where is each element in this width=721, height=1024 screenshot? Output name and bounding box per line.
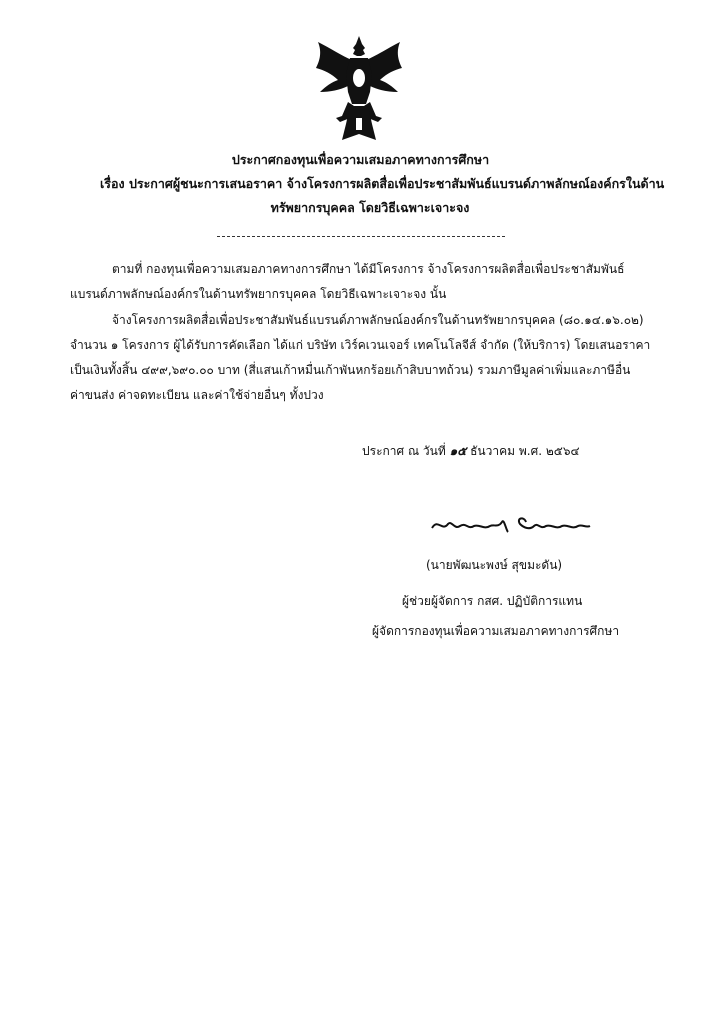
paragraph-2-line-3: เป็นเงินทั้งสิ้น ๔๙๙,๖๙๐.๐๐ บาท (สี่แสนเก้าหมื่นเก้าพันหกร้อยเก้าสิบบาทถ้วน) รวมภาษีมูลค่าเพิ่มและภาษีอื่น [70, 363, 631, 377]
document-title: ประกาศกองทุนเพื่อความเสมอภาคทางการศึกษา [231, 152, 490, 167]
paragraph-2-line-4: ค่าขนส่ง ค่าจดทะเบียน และค่าใช้จ่ายอื่นๆ ทั้งปวง [70, 388, 324, 402]
signer-position-1: ผู้ช่วยผู้จัดการ กสศ. ปฏิบัติการแทน [402, 594, 583, 608]
paragraph-1-line-1: ตามที่ กองทุนเพื่อความเสมอภาคทางการศึกษา ได้มีโครงการ จ้างโครงการผลิตสื่อเพื่อประชาสัมพันธ์ [112, 262, 625, 276]
separator-line [217, 236, 505, 237]
subject-line-1: เรื่อง ประกาศผู้ชนะการเสนอราคา จ้างโครงการผลิตสื่อเพื่อประชาสัมพันธ์แบรนด์ภาพลักษณ์องค์กรในด้าน [100, 176, 665, 191]
announcement-date [362, 442, 580, 461]
paragraph-1-line-2: แบรนด์ภาพลักษณ์องค์กรในด้านทรัพยากรบุคคล โดยวิธีเฉพาะเจาะจง นั้น [70, 287, 447, 301]
paragraph-2-line-1: จ้างโครงการผลิตสื่อเพื่อประชาสัมพันธ์แบรนด์ภาพลักษณ์องค์กรในด้านทรัพยากรบุคคล (๘๐.๑๔.๑๖.๐๒) [112, 313, 644, 327]
announce-prefix: ประกาศ ณ วันที่ [362, 444, 446, 458]
paragraph-2 [70, 308, 660, 408]
paragraph-1 [70, 257, 660, 307]
announce-day: ๑๕ [449, 444, 467, 458]
handwritten-signature [428, 508, 596, 544]
signer-position-2: ผู้จัดการกองทุนเพื่อความเสมอภาคทางการศึกษา [372, 624, 620, 638]
paragraph-2-line-2: จำนวน ๑ โครงการ ผู้ได้รับการคัดเลือก ได้แก่ บริษัท เวิร์คเวนเจอร์ เทคโนโลจีส์ จำกัด (ให้บริการ) โดยเสนอราคา [70, 338, 651, 352]
garuda-emblem-icon [312, 34, 406, 146]
announce-suffix: ธันวาคม พ.ศ. ๒๕๖๔ [470, 444, 580, 458]
signer-name: (นายพัฒนะพงษ์ สุขมะดัน) [426, 558, 563, 572]
document-subject [100, 172, 665, 220]
subject-line-2: ทรัพยากรบุคคล โดยวิธีเฉพาะเจาะจง [270, 200, 470, 215]
